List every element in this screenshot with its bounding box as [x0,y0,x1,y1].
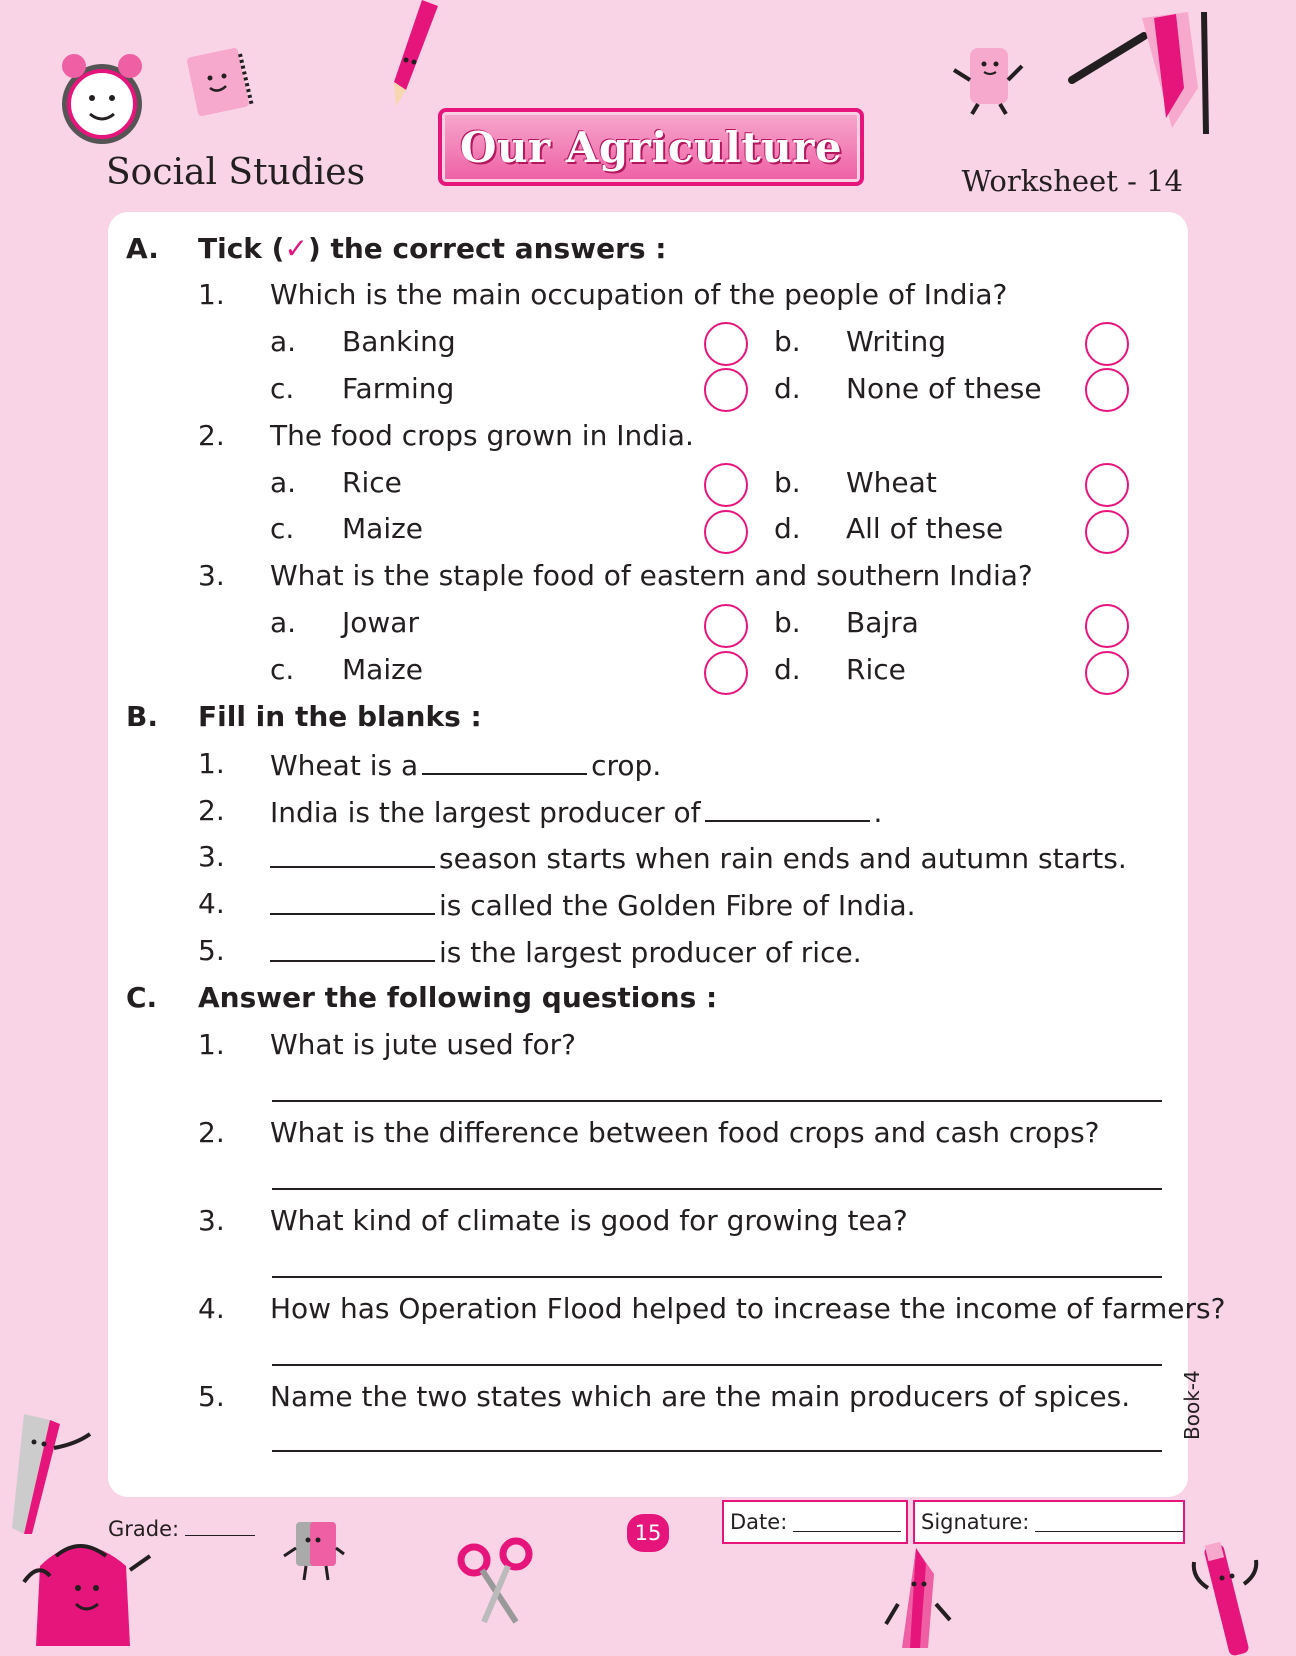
section-b-heading: Fill in the blanks : [198,700,482,733]
blank-item-number: 3. [198,840,225,873]
signature-label: Signature: [921,1510,1030,1534]
option-text: Maize [342,653,424,686]
signature-input[interactable] [1035,1513,1183,1532]
fill-blank-item [270,934,862,970]
option-letter: d. [774,372,801,405]
pencil-icon [384,0,444,110]
option-text: Writing [846,325,946,358]
answer-line[interactable] [272,1364,1162,1366]
blank-line[interactable] [705,794,870,822]
blank-text-after: is the largest producer of rice. [439,936,862,969]
answer-circle[interactable] [1085,651,1129,695]
tick-icon: ✓ [284,232,308,265]
option-letter: b. [774,325,801,358]
notepad-icon [182,44,262,124]
answer-question-text: What is the difference between food crops and cash crops? [270,1116,1100,1149]
section-b-letter: B. [126,700,158,733]
pen-icon [1072,8,1212,138]
answer-line[interactable] [272,1276,1162,1278]
blank-line[interactable] [422,747,587,775]
option-text: All of these [846,512,1004,545]
question-number: 2. [198,419,225,452]
option-letter: d. [774,653,801,686]
option-letter: a. [270,466,297,499]
option-text: Banking [342,325,456,358]
answer-question-text: What is jute used for? [270,1028,576,1061]
option-letter: c. [270,653,295,686]
blank-text-after: is called the Golden Fibre of India. [439,889,916,922]
title-banner [438,108,864,186]
answer-circle[interactable] [1085,463,1129,507]
fill-blank-item [270,747,661,783]
answer-item-number: 5. [198,1380,225,1413]
answer-circle[interactable] [1085,510,1129,554]
answer-circle[interactable] [704,463,748,507]
subject-label: Social Studies [106,152,366,193]
blank-line[interactable] [270,840,435,868]
option-text: Jowar [342,606,419,639]
blank-text-after: crop. [591,749,662,782]
blank-text-after: . [873,796,883,829]
answer-circle[interactable] [1085,368,1129,412]
answer-circle[interactable] [704,651,748,695]
blank-text-before: Wheat is a [270,749,419,782]
signature-box [913,1500,1185,1544]
option-letter: b. [774,606,801,639]
worksheet-number: Worksheet - 14 [961,164,1183,198]
answer-circle[interactable] [704,368,748,412]
question-number: 1. [198,278,225,311]
blank-line[interactable] [270,887,435,915]
option-text: Rice [846,653,906,686]
section-c-letter: C. [126,981,158,1014]
answer-circle[interactable] [704,604,748,648]
section-a-letter: A. [126,232,159,265]
blank-text-after: season starts when rain ends and autumn starts. [439,842,1127,875]
answer-circle[interactable] [1085,322,1129,366]
bag-icon [20,1526,150,1646]
answer-question-text: What kind of climate is good for growing tea? [270,1204,908,1237]
answer-line[interactable] [272,1100,1162,1102]
answer-item-number: 1. [198,1028,225,1061]
scissors-icon [456,1538,536,1628]
fill-blank-item [270,887,916,923]
section-a-heading-pre: Tick ( [198,232,285,265]
eraser-icon [948,40,1028,120]
option-text: Maize [342,512,424,545]
option-text: None of these [846,372,1042,405]
answer-item-number: 3. [198,1204,225,1237]
grade-label: Grade: [108,1517,180,1541]
date-box [722,1500,908,1544]
option-text: Bajra [846,606,919,639]
grade-field [108,1517,255,1541]
brush-icon [1188,1538,1264,1656]
date-input[interactable] [793,1513,901,1532]
section-c-heading: Answer the following questions : [198,981,718,1014]
option-text: Wheat [846,466,937,499]
answer-question-text: Name the two states which are the main producers of spices. [270,1380,1131,1413]
question-text: Which is the main occupation of the people of India? [270,278,1008,311]
answer-circle[interactable] [1085,604,1129,648]
option-text: Farming [342,372,455,405]
question-text: The food crops grown in India. [270,419,694,452]
option-letter: d. [774,512,801,545]
answer-line[interactable] [272,1450,1162,1452]
blank-item-number: 5. [198,934,225,967]
answer-circle[interactable] [704,322,748,366]
grade-input[interactable] [185,1517,255,1536]
answer-circle[interactable] [704,510,748,554]
sharpener-icon [282,1518,346,1588]
option-letter: c. [270,512,295,545]
section-a-heading [198,232,666,266]
section-a-heading-post: ) the correct answers : [307,232,667,265]
answer-line[interactable] [272,1188,1162,1190]
answer-item-number: 4. [198,1292,225,1325]
option-text: Rice [342,466,402,499]
blank-text-before: India is the largest producer of [270,796,701,829]
blank-item-number: 1. [198,747,225,780]
answer-question-text: How has Operation Flood helped to increase the income of farmers? [270,1292,1226,1325]
option-letter: b. [774,466,801,499]
option-letter: c. [270,372,295,405]
page-title: Our Agriculture [459,122,843,172]
page-number: 15 [627,1514,669,1552]
question-text: What is the staple food of eastern and southern India? [270,559,1033,592]
ruler-icon [10,1408,100,1538]
fill-blank-item [270,794,882,830]
crayon-icon [884,1544,964,1652]
alarm-clock-icon [54,44,154,154]
option-letter: a. [270,606,297,639]
book-label: Book-4 [1180,1370,1204,1440]
date-label: Date: [730,1510,788,1534]
question-number: 3. [198,559,225,592]
blank-item-number: 2. [198,794,225,827]
blank-line[interactable] [270,934,435,962]
option-letter: a. [270,325,297,358]
answer-item-number: 2. [198,1116,225,1149]
fill-blank-item [270,840,1127,876]
blank-item-number: 4. [198,887,225,920]
